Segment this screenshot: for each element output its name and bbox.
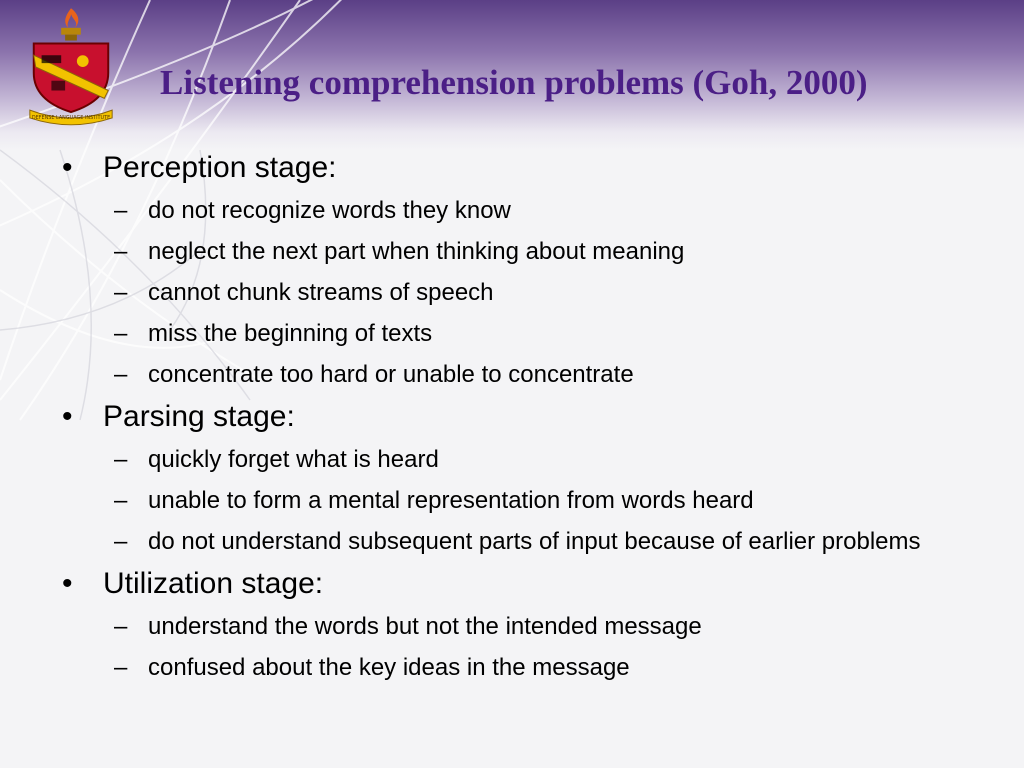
bullet-list — [0, 150, 1024, 684]
list-item — [0, 610, 1024, 643]
dash-icon: – — [114, 361, 128, 388]
list-item — [0, 317, 1024, 350]
list-item-text: understand the words but not the intended message — [148, 613, 702, 640]
dash-icon: – — [114, 279, 128, 306]
list-item — [0, 651, 1024, 684]
bullet-parsing-stage — [0, 399, 1024, 435]
list-item — [0, 276, 1024, 309]
list-item — [0, 194, 1024, 227]
torch-flame-icon — [65, 8, 78, 28]
dash-icon: – — [114, 528, 128, 555]
dash-icon: – — [114, 238, 128, 265]
list-item — [0, 235, 1024, 268]
slide-body — [0, 150, 1024, 692]
crest-motto: DEFENSE LANGUAGE INSTITUTE — [31, 114, 111, 121]
dash-icon: – — [114, 613, 128, 640]
list-item-text: do not understand subsequent parts of input because of earlier problems — [148, 528, 921, 555]
list-item-text: unable to form a mental representation from words heard — [148, 487, 754, 514]
list-item-text: neglect the next part when thinking about meaning — [148, 238, 685, 265]
bullet-dot-icon: • — [62, 151, 73, 184]
list-item — [0, 484, 1024, 517]
bullet-heading: Parsing stage: — [103, 400, 295, 433]
bullet-utilization-stage — [0, 566, 1024, 602]
dash-icon: – — [114, 446, 128, 473]
bullet-heading: Utilization stage: — [103, 567, 324, 600]
dash-icon: – — [114, 654, 128, 681]
list-item — [0, 525, 1024, 558]
list-item-text: concentrate too hard or unable to concentrate — [148, 361, 634, 388]
bullet-perception-stage — [0, 150, 1024, 186]
dash-icon: – — [114, 320, 128, 347]
dash-icon: – — [114, 487, 128, 514]
slide-title: Listening comprehension problems (Goh, 2000) — [160, 63, 868, 102]
bullet-dot-icon: • — [62, 567, 73, 600]
list-item-text: miss the beginning of texts — [148, 320, 433, 347]
list-item-text: cannot chunk streams of speech — [148, 279, 494, 306]
bullet-heading: Perception stage: — [103, 151, 337, 184]
bullet-dot-icon: • — [62, 400, 73, 433]
sub-list-utilization — [0, 610, 1024, 684]
list-item — [0, 443, 1024, 476]
list-item-text: do not recognize words they know — [148, 197, 511, 224]
list-item-text: confused about the key ideas in the message — [148, 654, 630, 681]
crest-icon — [22, 4, 120, 130]
sub-list-parsing — [0, 443, 1024, 558]
sub-list-perception — [0, 194, 1024, 391]
list-item — [0, 358, 1024, 391]
list-item-text: quickly forget what is heard — [148, 446, 439, 473]
dash-icon: – — [114, 197, 128, 224]
